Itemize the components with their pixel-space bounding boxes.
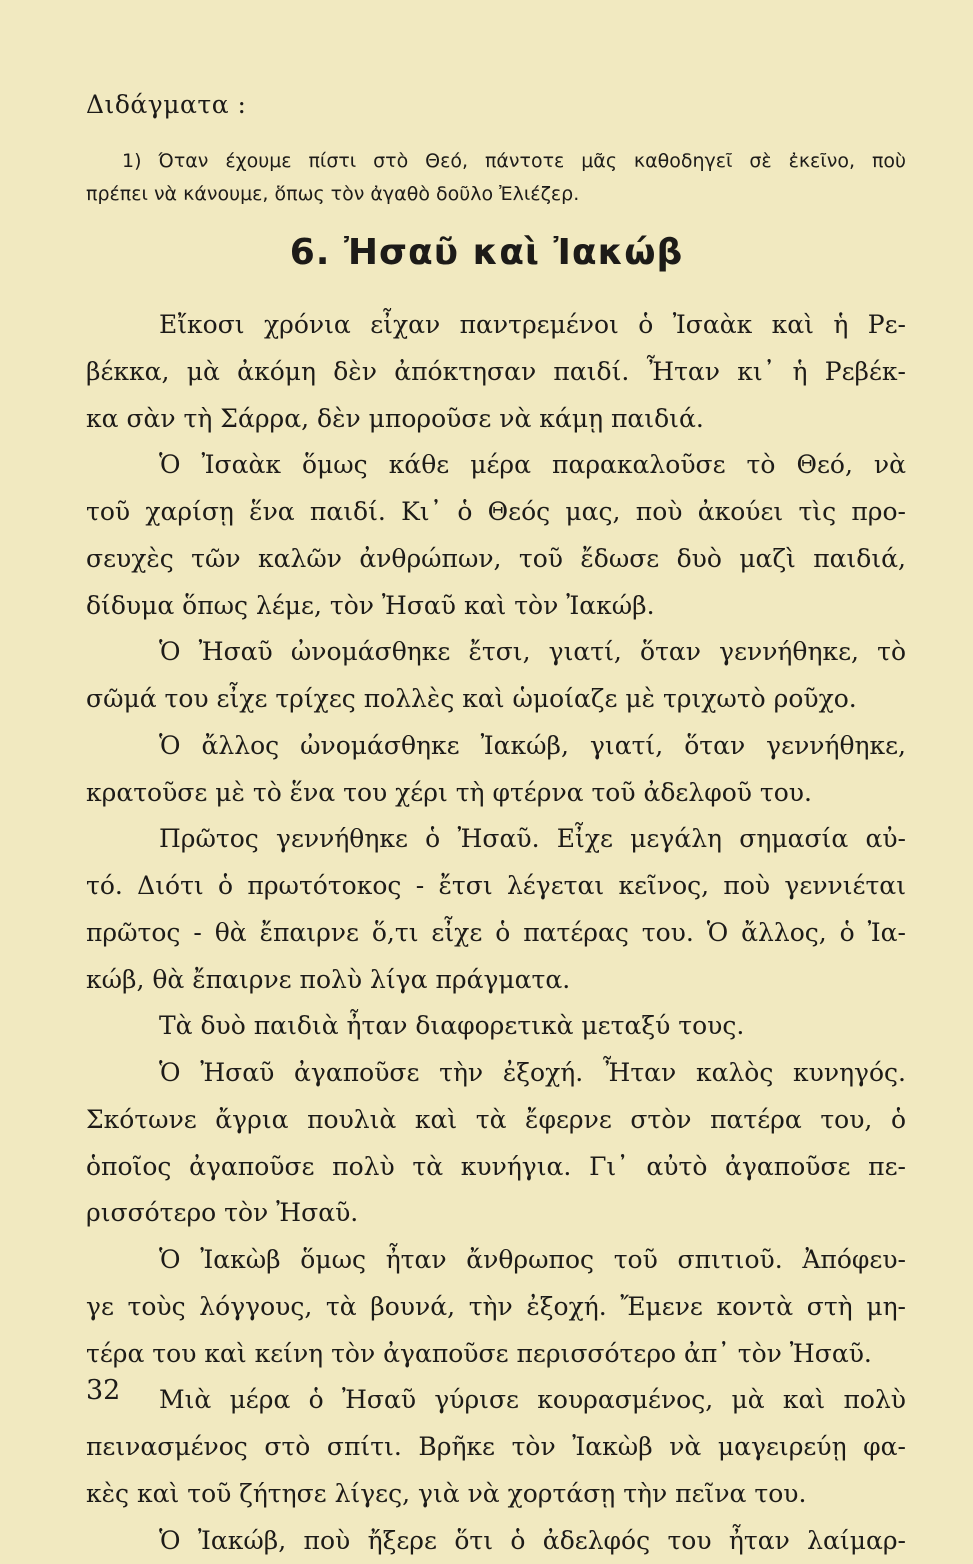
body-line: Ὁ Ἠσαῦ ὠνομάσθηκε ἔτσι, γιατί, ὅταν γεννήθηκε, τὸ — [86, 629, 906, 676]
body-line: ρισσότερο τὸν Ἠσαῦ. — [86, 1190, 906, 1237]
body-line: σῶμά του εἶχε τρίχες πολλὲς καὶ ὡμοίαζε μὲ τριχωτὸ ροῦχο. — [86, 676, 906, 723]
body-text — [86, 302, 906, 1564]
body-line: γε τοὺς λόγγους, τὰ βουνά, τὴν ἐξοχή. Ἔμενε κοντὰ στὴ μη- — [86, 1284, 906, 1331]
body-line: Ὁ Ἰσαὰκ ὅμως κάθε μέρα παρακαλοῦσε τὸ Θεό, νὰ — [86, 442, 906, 489]
body-line: βέκκα, μὰ ἀκόμη δὲν ἀπόκτησαν παιδί. Ἦταν κι᾽ ἡ Ρεβέκ- — [86, 349, 906, 396]
lesson-line-2: πρέπει νὰ κάνουμε, ὅπως τὸν ἀγαθὸ δοῦλο Ἐλιέζερ. — [86, 178, 906, 211]
body-line: πρῶτος - θὰ ἔπαιρνε ὅ,τι εἶχε ὁ πατέρας του. Ὁ ἄλλος, ὁ Ἰα- — [86, 910, 906, 957]
body-line: Εἴκοσι χρόνια εἶχαν παντρεμένοι ὁ Ἰσαὰκ καὶ ἡ Ρε- — [86, 302, 906, 349]
body-line: Σκότωνε ἄγρια πουλιὰ καὶ τὰ ἔφερνε στὸν πατέρα του, ὁ — [86, 1097, 906, 1144]
body-line: Τὰ δυὸ παιδιὰ ἦταν διαφορετικὰ μεταξύ τους. — [86, 1003, 906, 1050]
body-line: Ὁ Ἠσαῦ ἀγαποῦσε τὴν ἐξοχή. Ἦταν καλὸς κυνηγός. — [86, 1050, 906, 1097]
page-number: 32 — [86, 1375, 120, 1406]
body-line: δίδυμα ὅπως λέμε, τὸν Ἠσαῦ καὶ τὸν Ἰακώβ. — [86, 583, 906, 630]
body-line: Πρῶτος γεννήθηκε ὁ Ἠσαῦ. Εἶχε μεγάλη σημασία αὐ- — [86, 816, 906, 863]
chapter-title: 6. Ἠσαῦ καὶ Ἰακώβ — [0, 232, 973, 273]
body-line: Ὁ Ἰακώβ, ποὺ ἤξερε ὅτι ὁ ἀδελφός του ἦταν λαίμαρ- — [86, 1518, 906, 1564]
lesson-item — [86, 145, 906, 211]
body-line: ὁποῖος ἀγαποῦσε πολὺ τὰ κυνήγια. Γι᾽ αὐτὸ ἀγαποῦσε πε- — [86, 1144, 906, 1191]
body-line: Μιὰ μέρα ὁ Ἠσαῦ γύρισε κουρασμένος, μὰ καὶ πολὺ — [86, 1377, 906, 1424]
body-line: κὲς καὶ τοῦ ζήτησε λίγες, γιὰ νὰ χορτάσῃ τὴν πεῖνα του. — [86, 1471, 906, 1518]
body-line: κώβ, θὰ ἔπαιρνε πολὺ λίγα πράγματα. — [86, 957, 906, 1004]
lesson-line-1: 1) Όταν έχουμε πίστι στὸ Θεό, πάντοτε μᾶς καθοδηγεῖ σὲ ἐκεῖνο, ποὺ — [86, 145, 906, 178]
body-line: κα σὰν τὴ Σάρρα, δὲν μποροῦσε νὰ κάμῃ παιδιά. — [86, 396, 906, 443]
body-line: τό. Διότι ὁ πρωτότοκος - ἔτσι λέγεται κεῖνος, ποὺ γεννιέται — [86, 863, 906, 910]
lessons-heading: Διδάγματα : — [86, 90, 246, 119]
body-line: κρατοῦσε μὲ τὸ ἕνα του χέρι τὴ φτέρνα τοῦ ἀδελφοῦ του. — [86, 770, 906, 817]
body-line: Ὁ ἄλλος ὠνομάσθηκε Ἰακώβ, γιατί, ὅταν γεννήθηκε, — [86, 723, 906, 770]
body-line: σευχὲς τῶν καλῶν ἀνθρώπων, τοῦ ἔδωσε δυὸ μαζὶ παιδιά, — [86, 536, 906, 583]
body-line: πεινασμένος στὸ σπίτι. Βρῆκε τὸν Ἰακὼβ νὰ μαγειρεύῃ φα- — [86, 1424, 906, 1471]
body-line: τέρα του καὶ κείνη τὸν ἀγαποῦσε περισσότερο ἀπ᾽ τὸν Ἠσαῦ. — [86, 1331, 906, 1378]
body-line: τοῦ χαρίσῃ ἕνα παιδί. Κι᾽ ὁ Θεός μας, ποὺ ἀκούει τὶς προ- — [86, 489, 906, 536]
body-line: Ὁ Ἰακὼβ ὅμως ἦταν ἄνθρωπος τοῦ σπιτιοῦ. Ἀπόφευ- — [86, 1237, 906, 1284]
